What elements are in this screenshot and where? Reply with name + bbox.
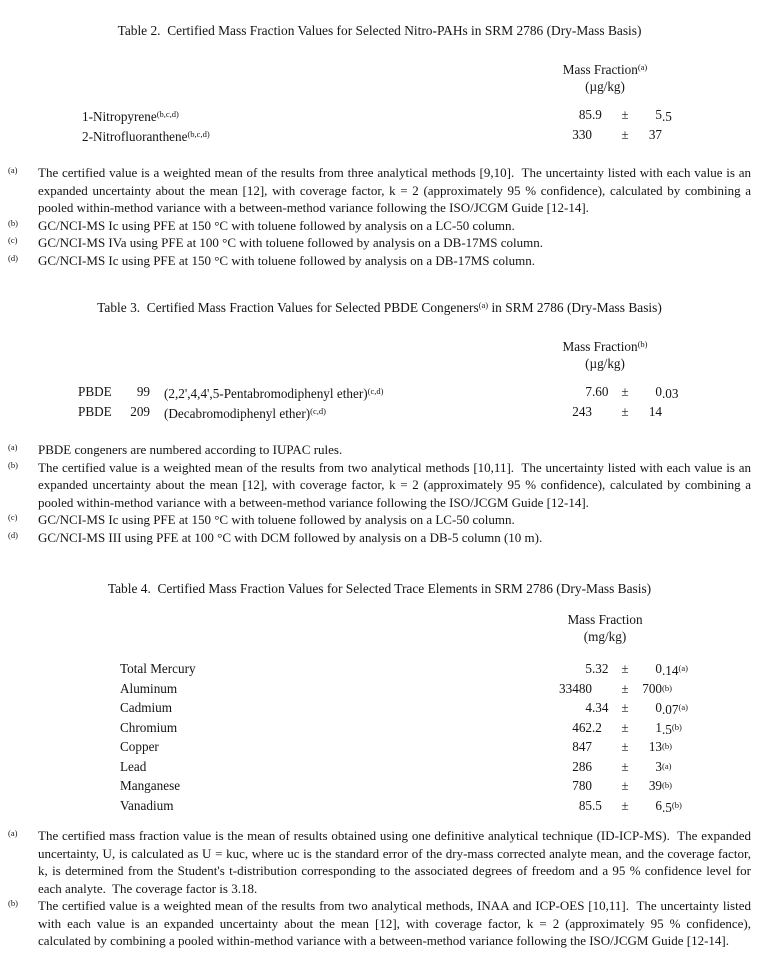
table-row	[8, 382, 751, 402]
table-4-unit-label: (mg/kg)	[583, 629, 627, 644]
table-3-rows	[8, 382, 751, 421]
congener-description	[164, 402, 538, 422]
table-3-column-header	[500, 336, 710, 372]
plus-minus-sign: ±	[621, 758, 629, 774]
uncertainty-integer: 0	[655, 661, 662, 676]
value-integer: 286	[572, 758, 592, 774]
footnote-text: The certified mass fraction value is the mean of results obtained using one definitive analytical technique (ID-ICP-MS). The expanded uncertainty, U, is calculated as U = kuc, where uc is the standard error of the dry-mass corrected analyte mean, and the coverage factor, k, is determined from the Student's t-distribution corresponding to the associated degrees of freedom and a 95 % confidence level for each analyte. The coverage factor is 3.18.	[38, 828, 751, 896]
table-2-rows	[8, 105, 751, 144]
value-integer: 243	[572, 403, 592, 419]
uncertainty-decimal	[662, 698, 710, 718]
table-row	[8, 679, 751, 699]
analyte-name: Copper	[120, 739, 159, 754]
table-3-mass-fraction-superscript: (b)	[637, 339, 648, 349]
congener-description-text: (Decabromodiphenyl ether)	[164, 405, 311, 421]
table-4-footnotes	[8, 827, 751, 950]
uncertainty-decimal-text: .14	[662, 663, 679, 678]
value-decimal: .9	[592, 107, 602, 122]
footnote-text: The certified value is a weighted mean of the results from three analytical methods [9,10]. The uncertainty listed with each value is an expanded uncertainty about the mean [12], with coverage factor, k = 2 (approximately 95 % confidence), calculated by combining a pooled within-method variance with a between-method variance following the ISO/JCGM Guide [12-14].	[38, 165, 751, 215]
analyte-name-text: 1-Nitropyrene	[82, 109, 157, 124]
value-decimal	[592, 125, 610, 145]
plus-minus-sign: ±	[621, 107, 629, 122]
table-4-mass-fraction-label	[500, 609, 710, 628]
uncertainty-decimal	[662, 402, 710, 422]
table-row	[8, 776, 751, 796]
analyte-name-text: 2-Nitrofluoranthene	[82, 128, 188, 144]
table-2-section	[8, 20, 751, 269]
plus-minus-sign: ±	[621, 661, 629, 676]
uncertainty-superscript: (b)	[662, 741, 672, 751]
uncertainty-decimal	[662, 757, 710, 777]
uncertainty-decimal	[662, 776, 710, 796]
value-integer: 847	[572, 739, 592, 754]
value-integer: 33480	[559, 680, 592, 696]
table-2-title	[8, 20, 751, 39]
table-row	[8, 757, 751, 777]
analyte-name: Chromium	[120, 719, 178, 735]
plus-minus-sign: ±	[621, 680, 629, 696]
footnote-text: GC/NCI-MS Ic using PFE at 150 °C with toluene followed by analysis on a LC-50 column.	[38, 217, 515, 233]
table-2-mass-fraction-text: Mass Fraction	[562, 62, 638, 77]
table-row	[8, 125, 751, 145]
uncertainty-superscript: (a)	[662, 760, 672, 771]
footnote-text: GC/NCI-MS IVa using PFE at 100 °C with toluene followed by analysis on a DB-17MS column.	[38, 235, 543, 250]
value-integer: 7	[585, 384, 592, 399]
uncertainty-integer: 13	[648, 739, 662, 754]
table-4-title	[8, 578, 751, 597]
footnote	[8, 897, 751, 950]
plus-minus-sign: ±	[621, 739, 629, 754]
uncertainty-decimal	[662, 796, 710, 816]
value-decimal	[592, 679, 610, 699]
uncertainty-decimal	[662, 125, 710, 145]
footnote	[8, 217, 751, 235]
value-decimal: .2	[592, 719, 602, 735]
uncertainty-decimal	[662, 737, 710, 757]
plus-minus-sign: ±	[621, 403, 629, 419]
table-3-title-tail: in SRM 2786 (Dry-Mass Basis)	[488, 300, 662, 315]
footnote-text: The certified value is a weighted mean of the results from two analytical methods, INAA and ICP-OES [10,11]. The uncertainty listed with each value is an expanded uncertainty about the mean [12], with coverage factor, k = 2 (approximately 95 % confidence), calculated by combining a pooled within-method variance with a between-method variance following the ISO/JCGM Guide [12-14].	[38, 898, 751, 948]
value-integer: 4	[585, 700, 592, 715]
table-3-title-superscript: (a)	[478, 300, 489, 310]
footnote	[8, 827, 751, 897]
footnote-marker: (b)	[8, 459, 18, 470]
plus-minus-sign: ±	[621, 700, 629, 715]
footnote-marker: (d)	[8, 529, 18, 540]
footnote	[8, 252, 751, 270]
congener-number: 209	[130, 403, 150, 419]
analyte-name	[8, 125, 538, 145]
table-2-footnotes	[8, 164, 751, 269]
value-integer: 462	[572, 719, 592, 735]
uncertainty-superscript: (b)	[662, 682, 672, 693]
table-3-title	[8, 297, 751, 316]
congener-family: PBDE	[78, 384, 112, 399]
uncertainty-decimal	[662, 718, 710, 738]
value-decimal	[592, 776, 610, 796]
table-4-title-text: Table 4. Certified Mass Fraction Values for Selected Trace Elements in SRM 2786 (Dry-Mass Basis)	[107, 581, 652, 596]
value-integer: 5	[585, 661, 592, 676]
uncertainty-decimal	[662, 105, 710, 125]
footnote-marker: (b)	[8, 898, 18, 908]
plus-minus-sign: ±	[621, 719, 629, 735]
uncertainty-decimal-text: .07	[662, 702, 679, 717]
congener-superscript: (c,d)	[367, 386, 384, 396]
footnote	[8, 459, 751, 512]
table-2-unit-label: (µg/kg)	[585, 79, 625, 94]
analyte-name: Lead	[120, 758, 147, 774]
footnote-marker: (a)	[8, 165, 18, 175]
uncertainty-integer: 0	[655, 384, 662, 399]
table-2-column-header	[500, 59, 710, 95]
congener-description-text: (2,2',4,4',5-Pentabromodiphenyl ether)	[164, 386, 368, 401]
value-decimal: .32	[592, 661, 609, 676]
table-3-footnotes	[8, 441, 751, 546]
uncertainty-superscript: (b)	[671, 721, 682, 732]
table-row	[8, 698, 751, 718]
uncertainty-integer: 0	[655, 700, 662, 715]
table-row	[8, 105, 751, 125]
footnote	[8, 529, 751, 547]
uncertainty-decimal	[662, 382, 710, 402]
analyte-name: Total Mercury	[120, 661, 196, 676]
analyte-name: Vanadium	[120, 797, 174, 813]
table-row	[8, 796, 751, 816]
uncertainty-integer: 6	[655, 797, 662, 813]
table-row	[8, 402, 751, 422]
table-2-mass-fraction-label	[500, 59, 710, 78]
table-3-section	[8, 297, 751, 546]
table-row	[8, 737, 751, 757]
uncertainty-superscript: (a)	[678, 702, 688, 712]
value-decimal	[592, 402, 610, 422]
analyte-name: Cadmium	[120, 700, 173, 715]
uncertainty-decimal-text: .5	[662, 109, 672, 124]
footnote	[8, 441, 751, 459]
table-2-mass-fraction-superscript: (a)	[637, 62, 648, 72]
uncertainty-superscript: (b)	[662, 780, 672, 790]
uncertainty-integer: 37	[648, 126, 662, 142]
uncertainty-integer: 3	[655, 758, 662, 774]
table-4-column-header	[500, 609, 710, 645]
footnote-text: PBDE congeners are numbered according to IUPAC rules.	[38, 442, 343, 457]
analyte-name: Manganese	[120, 778, 181, 793]
table-3-mass-fraction-text: Mass Fraction	[562, 339, 638, 354]
value-decimal	[592, 757, 610, 777]
footnote-text: GC/NCI-MS III using PFE at 100 °C with DCM followed by analysis on a DB-5 column (10 m).	[38, 529, 543, 545]
value-integer: 85	[578, 797, 592, 813]
plus-minus-sign: ±	[621, 384, 629, 399]
uncertainty-integer: 39	[648, 778, 662, 793]
uncertainty-integer: 1	[655, 719, 662, 735]
table-4-rows	[8, 659, 751, 815]
footnote-marker: (c)	[8, 235, 18, 245]
plus-minus-sign: ±	[621, 126, 629, 142]
value-decimal: .60	[592, 384, 609, 399]
table-row	[8, 659, 751, 679]
table-2-title-text: Table 2. Certified Mass Fraction Values for Selected Nitro-PAHs in SRM 2786 (Dry-Mass Basis)	[117, 23, 642, 38]
uncertainty-superscript: (b)	[671, 799, 682, 810]
congener-description	[164, 382, 538, 402]
table-3-mass-fraction-label	[500, 336, 710, 355]
value-decimal: .34	[592, 700, 609, 715]
uncertainty-decimal-text: .5	[662, 721, 672, 737]
footnote-marker: (c)	[8, 512, 18, 522]
uncertainty-decimal	[662, 659, 710, 679]
value-integer: 330	[572, 126, 592, 142]
uncertainty-superscript: (a)	[678, 663, 688, 673]
uncertainty-integer: 14	[648, 403, 662, 419]
uncertainty-integer: 700	[642, 680, 662, 696]
congener-superscript: (c,d)	[310, 405, 326, 416]
table-3-title-text: Table 3. Certified Mass Fraction Values for Selected PBDE Congeners	[97, 300, 479, 315]
plus-minus-sign: ±	[621, 778, 629, 793]
congener-family: PBDE	[78, 403, 112, 419]
footnote-marker: (d)	[8, 252, 18, 263]
uncertainty-decimal-text: .5	[662, 799, 672, 815]
footnote-marker: (b)	[8, 217, 18, 228]
footnote-marker: (a)	[8, 442, 18, 452]
footnote-marker: (a)	[8, 828, 18, 838]
value-integer: 85	[578, 107, 592, 122]
congener-number: 99	[136, 384, 150, 399]
footnote	[8, 164, 751, 217]
value-decimal: .5	[592, 797, 602, 813]
footnote-text: GC/NCI-MS Ic using PFE at 150 °C with toluene followed by analysis on a LC-50 column.	[38, 512, 515, 527]
value-decimal	[592, 737, 610, 757]
footnote	[8, 234, 751, 252]
footnote-text: The certified value is a weighted mean of the results from two analytical methods [10,11]. The uncertainty listed with each value is an expanded uncertainty about the mean [12], with coverage factor, k = 2 (approximately 95 % confidence), calculated by combining a pooled within-method variance with a between-method variance following the ISO/JCGM Guide [12-14].	[38, 459, 751, 510]
table-4-mass-fraction-text: Mass Fraction	[567, 612, 643, 627]
analyte-name-superscript: (b,c,d)	[187, 128, 210, 139]
uncertainty-decimal-text: .03	[662, 386, 679, 401]
table-row	[8, 718, 751, 738]
uncertainty-integer: 5	[655, 107, 662, 122]
table-3-unit-label: (µg/kg)	[585, 356, 625, 371]
table-4-section	[8, 578, 751, 950]
analyte-name: Aluminum	[120, 680, 178, 696]
footnote	[8, 511, 751, 529]
plus-minus-sign: ±	[621, 797, 629, 813]
footnote-text: GC/NCI-MS Ic using PFE at 150 °C with toluene followed by analysis on a DB-17MS column.	[38, 252, 536, 268]
value-integer: 780	[572, 778, 592, 793]
analyte-name-superscript: (b,c,d)	[156, 109, 179, 119]
uncertainty-decimal	[662, 679, 710, 699]
analyte-name	[8, 105, 538, 125]
